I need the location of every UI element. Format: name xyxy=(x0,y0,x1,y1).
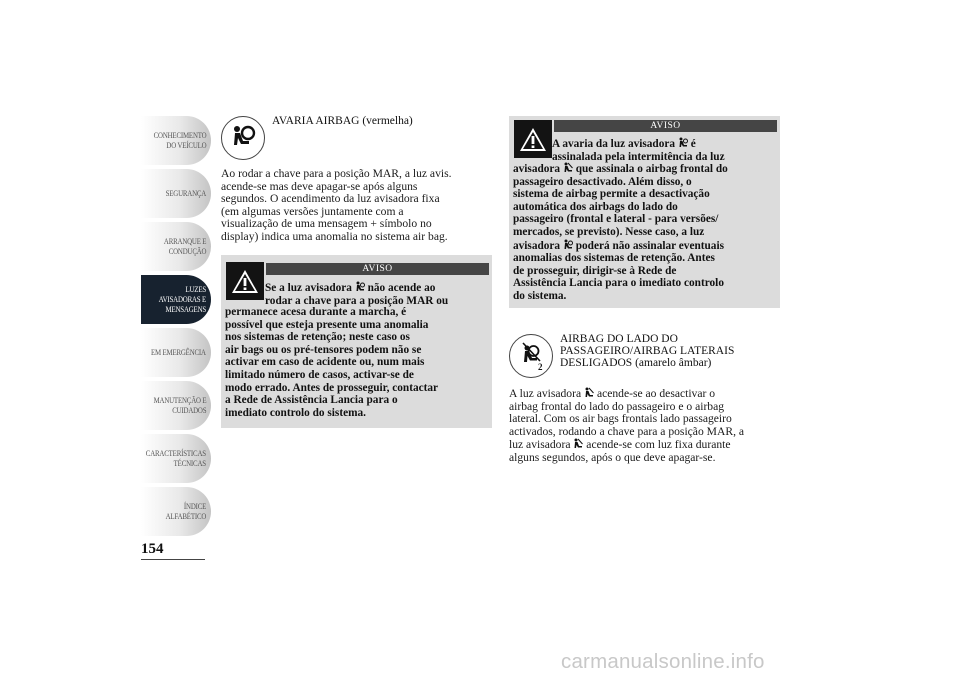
airbag-warning-icon xyxy=(221,116,265,160)
heading-line: DESLIGADOS (amarelo âmbar) xyxy=(560,357,712,369)
warning-box-right xyxy=(509,116,780,308)
sidebar-tab-label: MANUTENÇÃO E CUIDADOS xyxy=(153,395,206,415)
body-line: luz avisadora acende-se com luz fixa durante xyxy=(509,438,731,452)
warning-text-right-head xyxy=(552,137,725,163)
page-number: 154 xyxy=(141,541,164,557)
airbag-failure-heading: AVARIA AIRBAG (vermelha) xyxy=(272,115,413,127)
body-line: alguns segundos, após o que deve apagar-se. xyxy=(509,450,716,464)
warning-line: air bags ou os pré-tensores podem não se xyxy=(225,343,422,356)
warning-line: anomalias dos sistemas de retenção. Antes xyxy=(513,252,715,265)
sidebar-tab[interactable] xyxy=(141,487,211,536)
sidebar-tab[interactable] xyxy=(141,328,211,377)
airbag-failure-body xyxy=(221,168,491,244)
body-line: A luz avisadora acende-se ao desactivar o xyxy=(509,387,716,400)
passenger-airbag-off-small-icon xyxy=(573,438,583,449)
warning-line: activar em caso de acidente ou, num mais xyxy=(225,356,425,369)
icon-subscript: 2 xyxy=(538,362,543,372)
passenger-airbag-off-small-icon xyxy=(563,162,573,173)
warning-line: passageiro desactivado. Além disso, o xyxy=(513,175,692,188)
sidebar-tab[interactable] xyxy=(141,381,211,430)
warning-title-right: AVISO xyxy=(554,120,777,132)
warning-text-left-body xyxy=(225,306,438,419)
warning-line: nos sistemas de retenção; neste caso os xyxy=(225,331,410,344)
passenger-airbag-heading xyxy=(560,333,734,369)
warning-line: de prosseguir, dirigir-se à Rede de xyxy=(513,264,677,277)
warning-line: Se a luz avisadora não acende ao xyxy=(265,282,436,294)
warning-line: Assistência Lancia para o imediato controlo xyxy=(513,277,724,290)
warning-line: imediato controlo do sistema. xyxy=(225,406,366,419)
airbag-small-icon xyxy=(355,281,365,292)
body-line: airbag frontal do lado do passageiro e o airbag xyxy=(509,399,725,413)
warning-line: mercados, se previsto). Nesse caso, a luz xyxy=(513,225,705,238)
sidebar-tab-label: CONHECIMENTO DO VEÍCULO xyxy=(153,130,206,150)
sidebar-tab[interactable] xyxy=(141,169,211,218)
watermark: carmanualsonline.info xyxy=(561,650,765,673)
warning-line: sistema de airbag permite a desactivação xyxy=(513,188,710,201)
warning-triangle-icon xyxy=(514,120,552,158)
airbag-small-icon xyxy=(678,137,688,148)
sidebar-tab-label: ARRANQUE E CONDUÇÃO xyxy=(163,236,206,256)
heading-line: AIRBAG DO LADO DO xyxy=(560,333,678,345)
warning-text-left-head xyxy=(265,281,448,307)
sidebar-tab[interactable] xyxy=(141,434,211,483)
sidebar-tab[interactable] xyxy=(141,275,211,324)
body-line: lateral. Com os air bags frontais lado passageiro xyxy=(509,412,732,426)
warning-line: automática dos airbags do lado do xyxy=(513,200,678,213)
warning-title-left: AVISO xyxy=(266,263,489,275)
warning-line: avisadora que assinala o airbag frontal do xyxy=(513,163,728,175)
sidebar-tab-label: EM EMERGÊNCIA xyxy=(151,347,206,357)
sidebar-tab[interactable] xyxy=(141,222,211,271)
warning-triangle-icon xyxy=(226,262,264,300)
warning-box-left xyxy=(221,255,492,428)
warning-line: avisadora poderá não assinalar eventuais xyxy=(513,239,724,252)
warning-line: modo errado. Antes de prosseguir, contactar xyxy=(225,381,439,394)
sidebar-tab-label: CARACTERÍSTICAS TÉCNICAS xyxy=(145,448,206,468)
page-number-underline xyxy=(141,559,205,560)
sidebar-tab-label: SEGURANÇA xyxy=(165,188,206,198)
warning-line: A avaria da luz avisadora é xyxy=(552,138,696,150)
passenger-airbag-off-small-icon xyxy=(584,387,594,398)
warning-line: possível que esteja presente uma anomalia xyxy=(225,318,429,331)
warning-text-right-body xyxy=(513,162,728,303)
airbag-small-icon xyxy=(563,239,573,250)
heading-line: PASSAGEIRO/AIRBAG LATERAIS xyxy=(560,345,735,357)
warning-line: permanece acesa durante a marcha, é xyxy=(225,306,407,318)
sidebar-tab[interactable] xyxy=(141,116,211,165)
warning-line: a Rede de Assistência Lancia para o xyxy=(225,394,398,407)
warning-line: passageiro (frontal e lateral - para versões/ xyxy=(513,213,719,226)
warning-line: assinalada pela intermitência da luz xyxy=(552,150,725,163)
warning-line: rodar a chave para a posição MAR ou xyxy=(265,294,449,307)
body-line: activados, rodando a chave para a posição MAR, a xyxy=(509,424,745,438)
sidebar-tab-label: ÍNDICE ALFABÉTICO xyxy=(165,501,206,521)
sidebar-tab-label: LUZES AVISADORAS E MENSAGENS xyxy=(158,284,206,314)
warning-line: do sistema. xyxy=(513,289,567,302)
passenger-airbag-body xyxy=(509,387,784,465)
warning-line: limitado número de casos, activar-se de xyxy=(225,368,414,381)
airbag-failure-paragraph: Ao rodar a chave para a posição MAR, a luz avis. acende-se mas deve apagar-se após alguns segundos. O acendimento da luz avisadora fixa (em algumas versões juntamente com a visualização de uma mensagem + símbolo no display) indica uma anomalia no sistema air bag. xyxy=(221,167,452,243)
chapter-sidebar xyxy=(141,116,211,540)
passenger-airbag-off-icon xyxy=(509,334,553,378)
